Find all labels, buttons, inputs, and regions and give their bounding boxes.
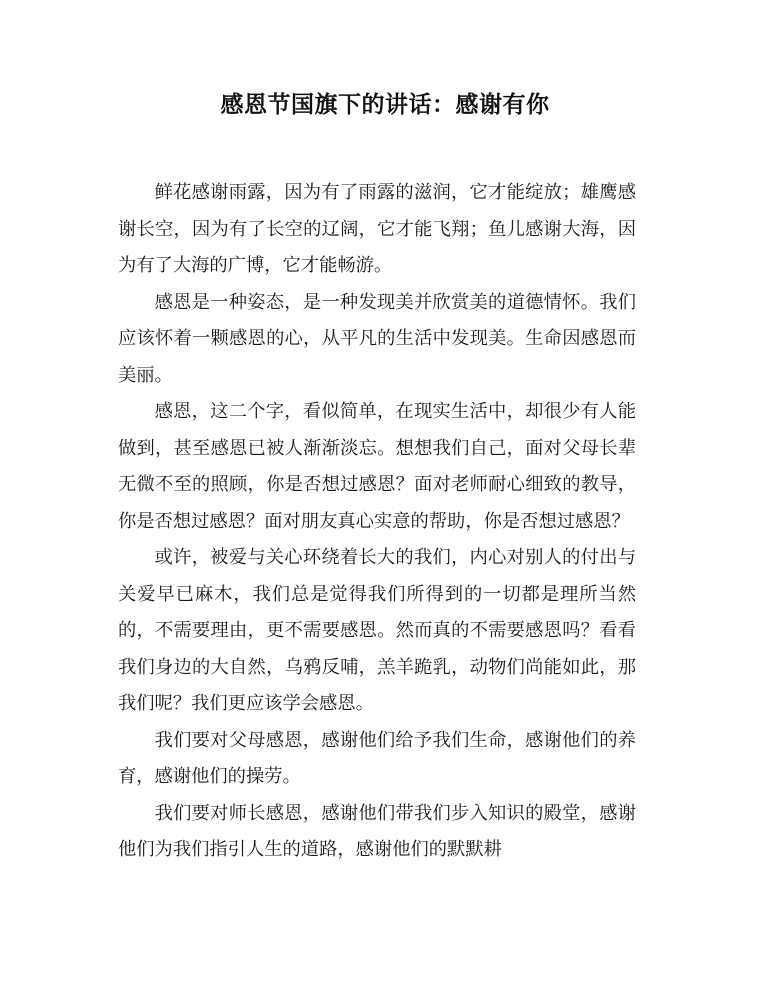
paragraph: 感恩，这二个字，看似简单，在现实生活中，却很少有人能做到，甚至感恩已被人渐渐淡忘。想想我们自己，面对父母长辈无微不至的照顾，你是否想过感恩？面对老师耐心细致的教导，你是否想过感恩？面对朋友真心实意的帮助，你是否想过感恩？ xyxy=(118,401,636,532)
paragraph: 我们要对父母感恩，感谢他们给予我们生命，感谢他们的养育，感谢他们的操劳。 xyxy=(118,729,636,787)
paragraph: 感恩是一种姿态，是一种发现美并欣赏美的道德情怀。我们应该怀着一颗感恩的心，从平凡的生活中发现美。生命因感恩而美丽。 xyxy=(118,291,636,386)
page-title: 感恩节国旗下的讲话：感谢有你 xyxy=(220,92,550,118)
paragraph: 鲜花感谢雨露，因为有了雨露的滋润，它才能绽放；雄鹰感谢长空，因为有了长空的辽阔，它才能飞翔；鱼儿感谢大海，因为有了大海的广博，它才能畅游。 xyxy=(118,182,636,276)
document-body xyxy=(118,175,636,869)
paragraph: 或许，被爱与关心环绕着长大的我们，内心对别人的付出与关爱早已麻木，我们总是觉得我们所得到的一切都是理所当然的，不需要理由，更不需要感恩。然而真的不需要感恩吗？看看我们身边的大自然，乌鸦反哺，羔羊跪乳，动物们尚能如此，那我们呢？我们更应该学会感恩。 xyxy=(118,547,636,714)
paragraph: 我们要对师长感恩，感谢他们带我们步入知识的殿堂，感谢他们为我们指引人生的道路，感谢他们的默默耕 xyxy=(118,802,636,860)
